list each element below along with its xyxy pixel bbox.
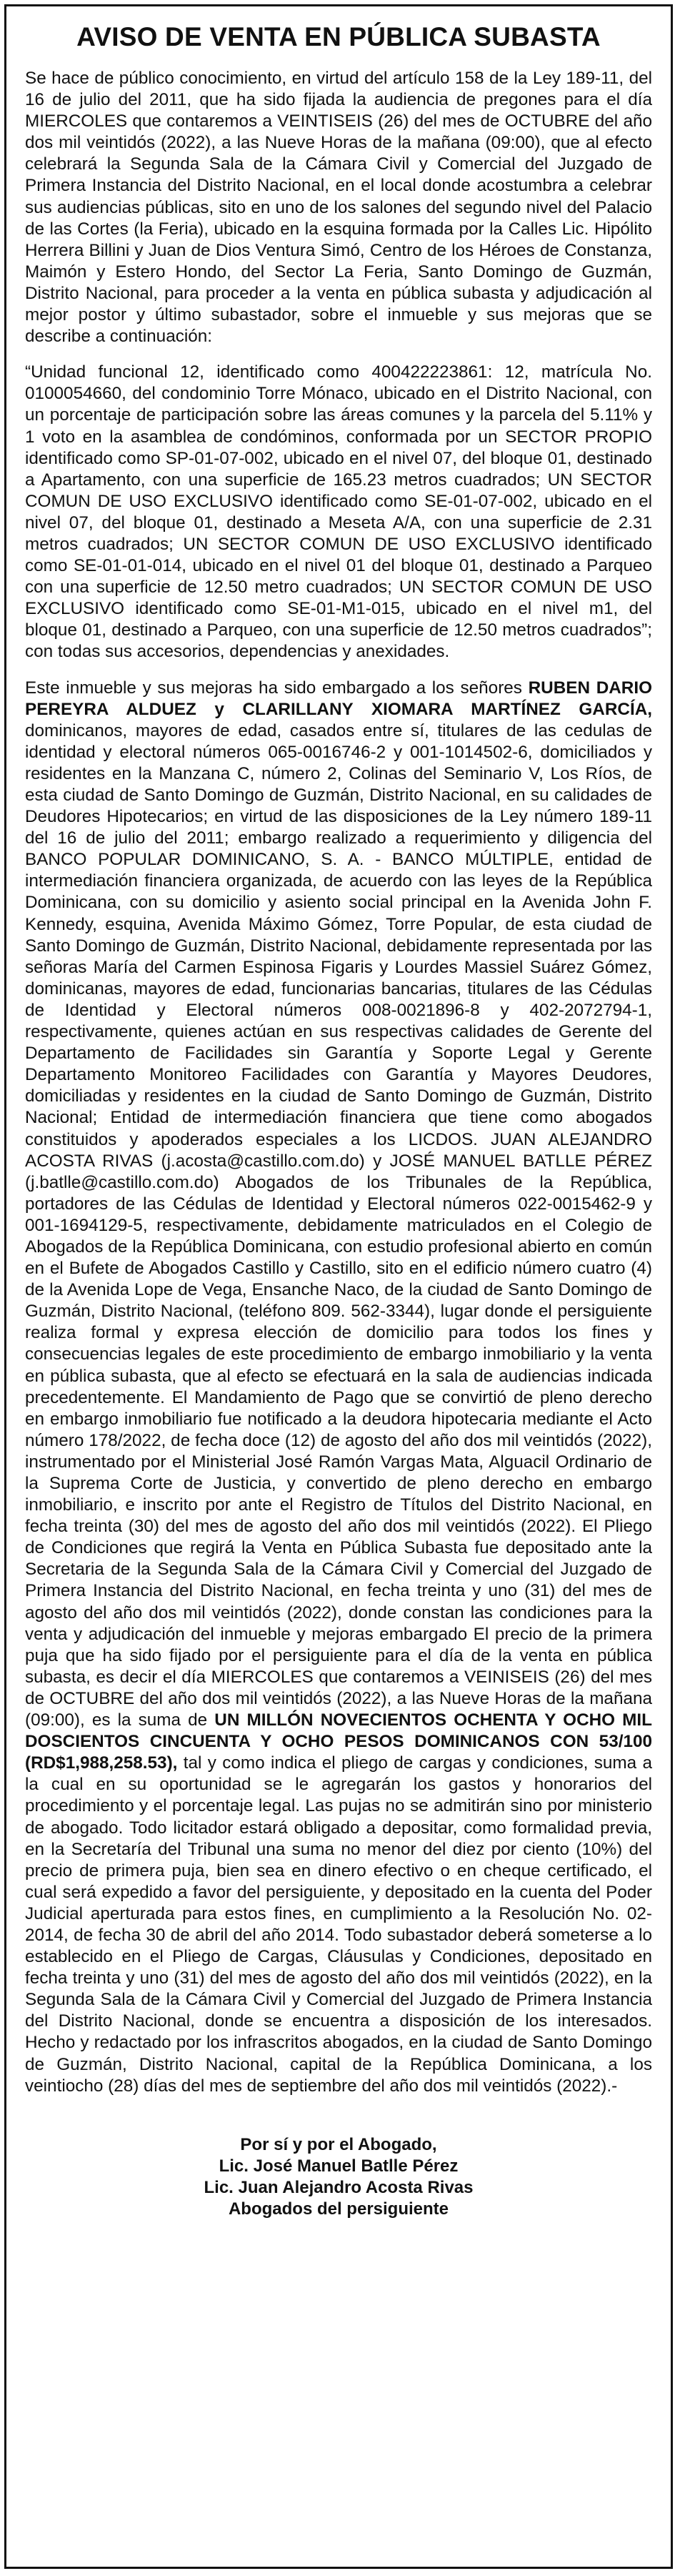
signature-block: [25, 2134, 652, 2220]
embargo-text-c: dominicanos, mayores de edad, casados entre sí, titulares de las cedulas de identidad y electoral números 065-0016746-2 y 001-1014502-6, domiciliados y residentes en la Manzana C, número 2, Colinas del Seminario V, Los Ríos, de esta ciudad de Santo Domingo de Guzmán, Distrito Nacional, en su calidades de Deudores Hipotecarios; en virtud de las disposiciones de la Ley número 189-11 del 16 de julio del 2011; embargo realizado a requerimiento y diligencia del BANCO POPULAR DOMINICANO, S. A. - BANCO MÚLTIPLE, entidad de intermediación financiera organizada, de acuerdo con las leyes de la República Dominicana, con su domicilio y asiento social principal en la Avenida John F. Kennedy, esquina, Avenida Máximo Gómez, Torre Popular, de esta ciudad de Santo Domingo de Guzmán, Distrito Nacional, debidamente representada por las señoras María del Carmen Espinosa Figaris y Lourdes Massiel Suárez Gómez, dominicanas, mayores de edad, funcionarias bancarias, titulares de las Cédulas de Identidad y Electoral números 008-0021896-8 y 402-2072794-1, respectivamente, quienes actúan en sus respectivas calidades de Gerente del Departamento de Facilidades sin Garantía y Soporte Legal y Gerente Departamento Monitoreo Facilidades con Garantía y Mayores Deudores, domiciliadas y residentes en la ciudad de Santo Domingo de Guzmán, Distrito Nacional; Entidad de intermediación financiera que tiene como abogados constituidos y apoderados especiales a los LICDOS. JUAN ALEJANDRO ACOSTA RIVAS (j.acosta@castillo.com.do) y JOSÉ MANUEL BATLLE PÉREZ (j.batlle@castillo.com.do) Abogados de los Tribunales de la República, portadores de las Cédulas de Identidad y Electoral números 022-0015462-9 y 001-1694129-5, respectivamente, debidamente matriculados en el Colegio de Abogados de la República Dominicana, con estudio profesional abierto en común en el Bufete de Abogados Castillo y Castillo, sito en el edificio número cuatro (4) de la Avenida Lope de Vega, Ensanche Naco, de la ciudad de Santo Domingo de Guzmán, Distrito Nacional, (teléfono 809. 562-3344), lugar donde el persiguiente realiza formal y expresa elección de domicilio para todos los fines y consecuencias legales de este procedimiento de embargo inmobiliario y la venta en pública subasta, que al efecto se efectuará en la sala de audiencias indicada precedentemente. El Mandamiento de Pago que se convirtió de pleno derecho en embargo inmobiliario fue notificado a la deudora hipotecaria mediante el Acto número 178/2022, de fecha doce (12) de agosto del año dos mil veintidós (2022), instrumentado por el Ministerial José Ramón Vargas Mata, Alguacil Ordinario de la Suprema Corte de Justicia, y convertido de pleno derecho en embargo inmobiliario, e inscrito por ante el Registro de Títulos del Distrito Nacional, en fecha treinta (30) del mes de agosto del año dos mil veintidós (2022). El Pliego de Condiciones que regirá la Venta en Pública Subasta fue depositado ante la Secretaria de la Segunda Sala de la Cámara Civil y Comercial del Juzgado de Primera Instancia del Distrito Nacional, en fecha treinta y uno (31) del mes de agosto del año dos mil veintidós (2022), donde constan las condiciones para la venta y adjudicación del inmueble y mejoras embargado El precio de la primera puja que ha sido fijado por el persiguiente para el día de la venta en pública subasta, es decir el día MIERCOLES que contaremos a VEINISEIS (26) del mes de OCTUBRE del año dos mil veintidós (2022), a las Nueve Horas de la mañana (09:00), es la suma de: [25, 720, 652, 1730]
embargo-text-e: tal y como indica el pliego de cargas y condiciones, suma a la cual en su oportunidad se le agregarán los gastos y honorarios del procedimiento y el porcentaje legal. Las pujas no se admitirán sino por ministerio de abogado. Todo licitador estará obligado a depositar, como formalidad previa, en la Secretaría del Tribunal una suma no menor del diez por ciento (10%) del precio de primera puja, bien sea en dinero efectivo o en cheque certificado, el cual será expedido a favor del persiguiente, y depositado en la cuenta del Poder Judicial aperturada para estos fines, en cumplimiento a la Resolución No. 02-2014, de fecha 30 de abril del año 2014. Todo subastador deberá someterse a lo establecido en el Pliego de Cargas, Cláusulas y Condiciones, depositado en fecha treinta y uno (31) del mes de agosto del año dos mil veintidós (2022), en la Segunda Sala de la Cámara Civil y Comercial del Juzgado de Primera Instancia del Distrito Nacional, donde se encuentra a disposición de los interesados. Hecho y redactado por los infrascritos abogados, en la ciudad de Santo Domingo de Guzmán, Distrito Nacional, capital de la República Dominicana, a los veintiocho (28) días del mes de septiembre del año dos mil veintidós (2022).-: [25, 1753, 652, 2096]
intro-paragraph: Se hace de público conocimiento, en virtud del artículo 158 de la Ley 189-11, del 16 de julio del 2011, que ha sido fijada la audiencia de pregones para el día MIERCOLES que contaremos a VEINTISEIS (26) del mes de OCTUBRE del año dos mil veintidós (2022), a las Nueve Horas de la mañana (09:00), que al efecto celebrará la Segunda Sala de la Cámara Civil y Comercial del Juzgado de Primera Instancia del Distrito Nacional, en el local donde acostumbra a celebrar sus audiencias públicas, sito en uno de los salones del segundo nivel del Palacio de las Cortes (la Feria), ubicado en la esquina formada por la Calles Lic. Hipólito Herrera Billini y Juan de Dios Ventura Simó, Centro de los Héroes de Constanza, Maimón y Estero Hondo, del Sector La Feria, Santo Domingo de Guzmán, Distrito Nacional, para proceder a la venta en pública subasta y adjudicación al mejor postor y último subastador, sobre el inmueble y sus mejoras que se describe a continuación:: [25, 69, 652, 347]
notice-frame: [4, 4, 673, 2569]
notice-body: [25, 16, 652, 2220]
signature-line-1: Por sí y por el Abogado,: [240, 2134, 437, 2154]
property-description-paragraph: “Unidad funcional 12, identificado como 400422223861: 12, matrícula No. 0100054660, del condominio Torre Mónaco, ubicado en el Distrito Nacional, con un porcentaje de participación sobre las áreas comunes y la parcela del 5.11% y 1 voto en la asamblea de condóminos, conformada por un SECTOR PROPIO identificado como SP-01-07-002, ubicado en el nivel 07, del bloque 01, destinado a Apartamento, con una superficie de 165.23 metros cuadrados; UN SECTOR COMUN DE USO EXCLUSIVO identificado como SE-01-07-002, ubicado en el nivel 07, del bloque 01, destinado a Meseta A/A, con una superficie de 2.31 metros cuadrados; UN SECTOR COMUN DE USO EXCLUSIVO identificado como SE-01-01-014, ubicado en el nivel 01 del bloque 01, destinado a Parqueo con una superficie de 12.50 metro cuadrados; UN SECTOR COMUN DE USO EXCLUSIVO identificado como SE-01-M1-015, ubicado en el nivel m1, del bloque 01, destinado a Parqueo, con una superficie de 12.50 metros cuadrados”; con todas sus accesorios, dependencias y anexidades.: [25, 362, 652, 662]
embargo-text-a: Este inmueble y sus mejoras ha sido embargado a los señores: [25, 678, 529, 698]
embargo-details-paragraph: [25, 678, 652, 2097]
debtors-names: RUBEN DARIO PEREYRA ALDUEZ y CLARILLANY XIOMARA MARTÍNEZ GARCÍA,: [25, 678, 653, 719]
signature-line-3: Lic. Juan Alejandro Acosta Rivas: [204, 2177, 474, 2197]
signature-line-4: Abogados del persiguiente: [228, 2199, 449, 2219]
notice-title: AVISO DE VENTA EN PÚBLICA SUBASTA: [76, 22, 601, 51]
signature-line-2: Lic. José Manuel Batlle Pérez: [219, 2156, 459, 2176]
first-bid-amount: UN MILLÓN NOVECIENTOS OCHENTA Y OCHO MIL DOSCIENTOS CINCUENTA Y OCHO PESOS DOMINICANOS CON 53/100 (RD$1,988,258.53),: [25, 1710, 653, 1773]
